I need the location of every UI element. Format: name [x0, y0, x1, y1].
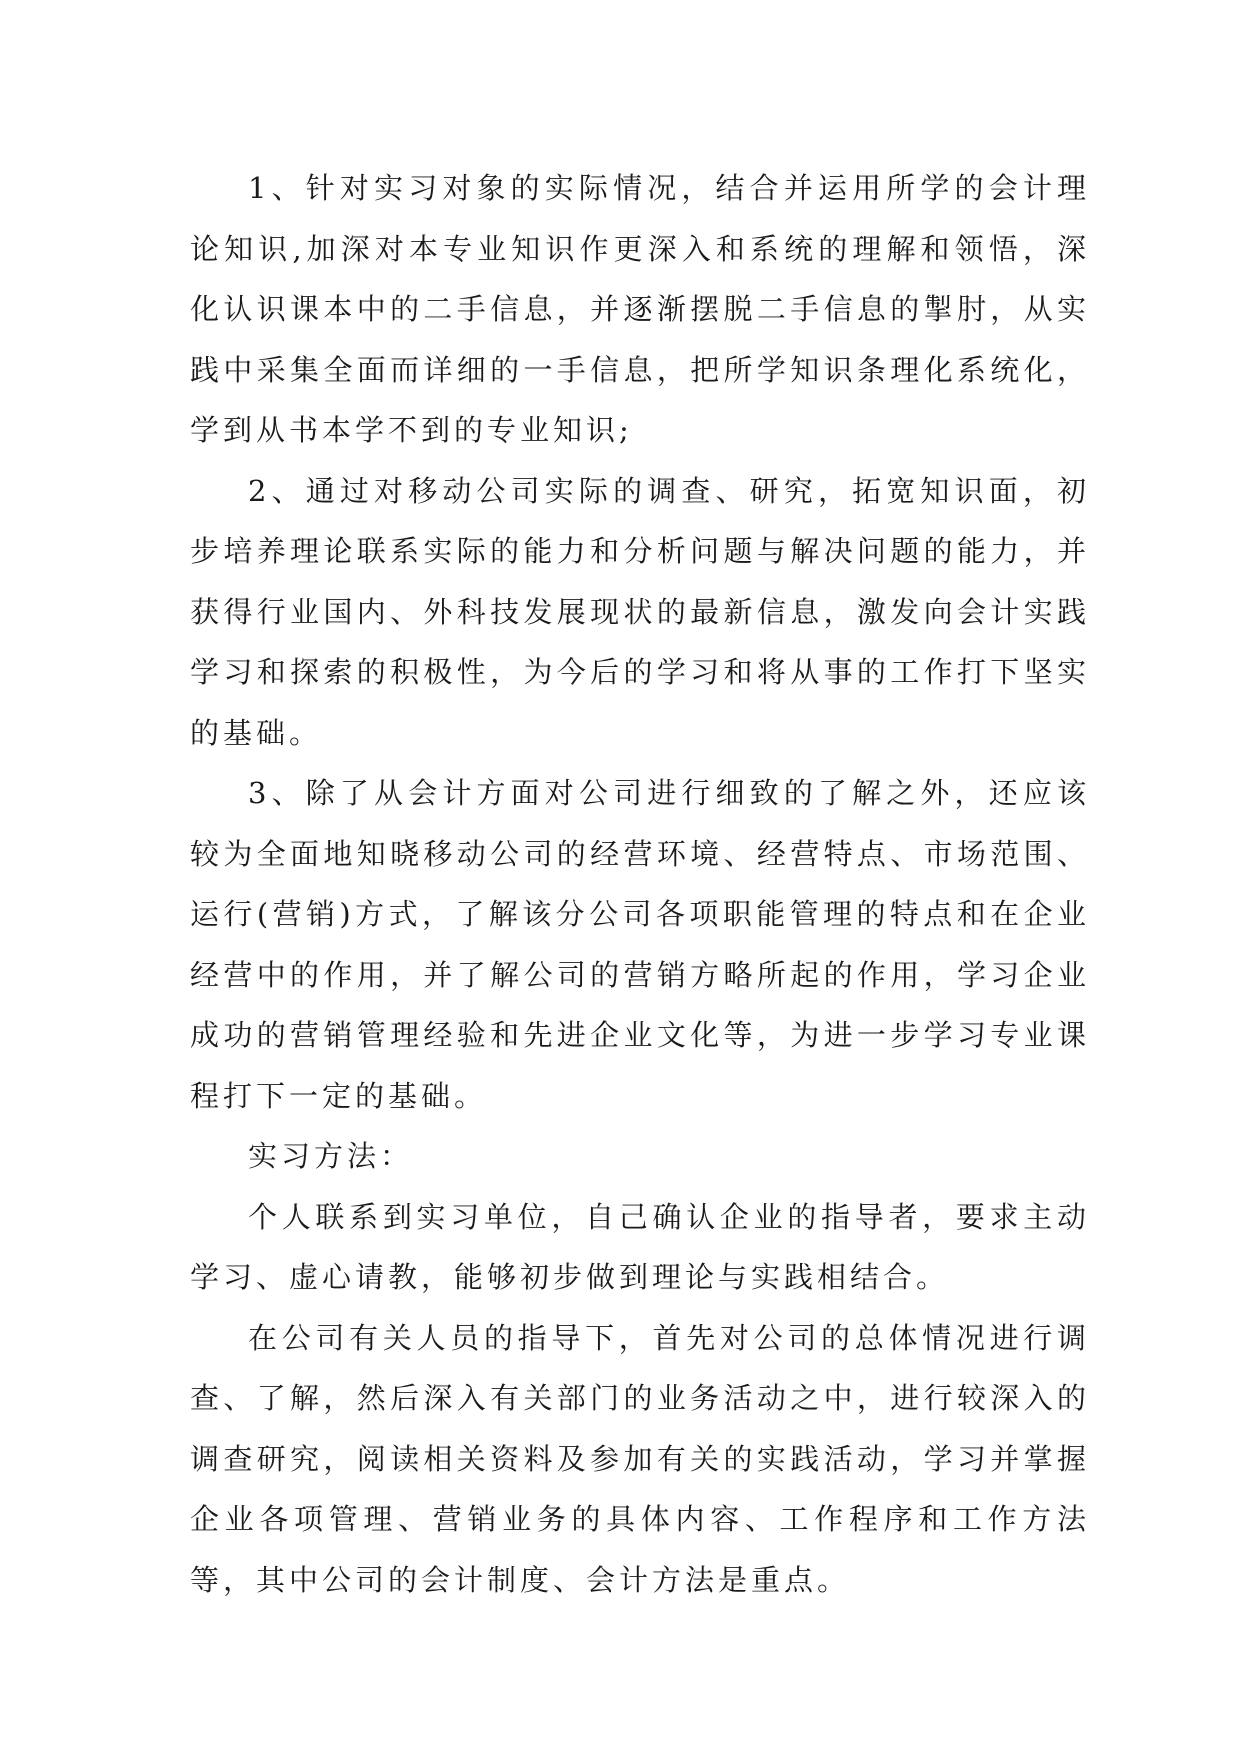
paragraph-objective-1: 1、针对实习对象的实际情况，结合并运用所学的会计理论知识,加深对本专业知识作更深入和系统的理解和领悟，深化认识课本中的二手信息，并逐渐摆脱二手信息的掣肘，从实践中采集全面而详细的一手信息，把所学知识条理化系统化，学到从书本学不到的专业知识; [190, 171, 1090, 447]
paragraph-objective-2: 2、通过对移动公司实际的调查、研究，拓宽知识面，初步培养理论联系实际的能力和分析问题与解决问题的能力，并获得行业国内、外科技发展现状的最新信息，激发向会计实践学习和探索的积极性，为今后的学习和将从事的工作打下坚实的基础。 [190, 473, 1090, 750]
document-body [190, 158, 1090, 1610]
section-heading-method: 实习方法： [248, 1139, 414, 1173]
paragraph-method-2: 在公司有关人员的指导下，首先对公司的总体情况进行调查、了解，然后深入有关部门的业务活动之中，进行较深入的调查研究，阅读相关资料及参加有关的实践活动，学习并掌握企业各项管理、营销业务的具体内容、工作程序和工作方法等，其中公司的会计制度、会计方法是重点。 [190, 1320, 1090, 1597]
paragraph-objective-3: 3、除了从会计方面对公司进行细致的了解之外，还应该较为全面地知晓移动公司的经营环境、经营特点、市场范围、运行(营销)方式，了解该分公司各项职能管理的特点和在企业经营中的作用，并了解公司的营销方略所起的作用，学习企业成功的营销管理经验和先进企业文化等，为进一步学习专业课程打下一定的基础。 [190, 776, 1090, 1113]
paragraph-method-1: 个人联系到实习单位，自己确认企业的指导者，要求主动学习、虚心请教，能够初步做到理论与实践相结合。 [190, 1199, 1090, 1294]
